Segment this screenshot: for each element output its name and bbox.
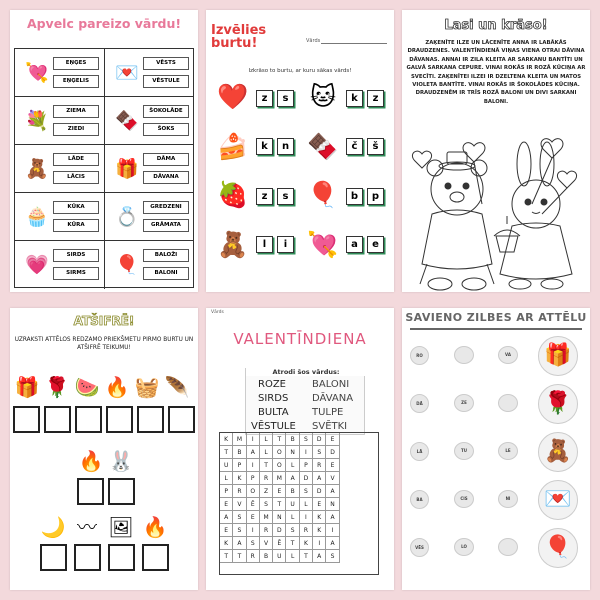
grid-row: [220, 537, 378, 550]
grid-cell[interactable]: T: [220, 446, 233, 459]
heart-balloon-outline: [557, 171, 576, 188]
grid-cell[interactable]: I: [247, 524, 260, 537]
bunny-dress-outline: [500, 223, 572, 279]
grid-row: [220, 550, 378, 563]
grid-cell[interactable]: I: [326, 524, 339, 537]
reading-text: ZAĶENĪTE ILZE UN LĀCENĪTE ANNA IR LABĀKĀS DRAUDZENES. VALENTĪNDIENĀ VIŅAS VIENA OTRAI DĀVINA DĀVANAS. ANNAI IR ZILA KLEITA AR SARKANU BANTĪTI UN GALVĀ SARKANA CEPURE. VINAI ROKĀS IR ROZĀ KŪCIŅA AR SVECĪTI. ZAĶENĪTEI ILZEI IR DZELTENA KLEITA UN MATOS VIOLETA BANTĪTE. VINAI ROKĀS IR ŠOKOLĀDES KŪCIŅA. DRAUDZENĒM IR TRĪS ROZĀ BALONI UN DIVI SARKANI BALONI.: [406, 40, 586, 105]
sheet-title: Izvēlies burtu!: [211, 23, 267, 51]
letter-option[interactable]: l: [256, 236, 273, 253]
grid-row: [15, 145, 193, 193]
grid-cell[interactable]: R: [260, 524, 273, 537]
word-option[interactable]: LĀCIS: [53, 171, 99, 184]
word-option[interactable]: ZIEMA: [53, 105, 99, 118]
letter-option[interactable]: p: [367, 188, 384, 205]
grid-cell[interactable]: E: [273, 485, 286, 498]
name-field[interactable]: [321, 43, 387, 44]
syllable-dot[interactable]: DĀ: [410, 394, 429, 413]
grid-cell[interactable]: O: [273, 459, 286, 472]
grid-cell[interactable]: N: [286, 446, 299, 459]
syllable-dot[interactable]: BA: [410, 490, 429, 509]
answer-box[interactable]: [106, 406, 133, 433]
photo-icon: 🖼: [108, 515, 134, 539]
grid-row: [220, 498, 378, 511]
watermelon-icon: 🍉: [74, 375, 100, 399]
word-option[interactable]: VĒSTULE: [143, 75, 189, 88]
grid-cell[interactable]: T: [273, 433, 286, 446]
grid-cell[interactable]: R: [313, 459, 326, 472]
grid-row: [15, 241, 193, 289]
word-item: BALONI: [312, 379, 350, 390]
sheet-title: ATŠIFRĒ!: [73, 314, 135, 328]
letter-option[interactable]: š: [367, 138, 384, 155]
cake-icon: 🍰: [217, 132, 249, 161]
sheet-title: SAVIENO ZILBES AR ATTĒLU: [405, 311, 587, 324]
grid-cell[interactable]: L: [220, 472, 233, 485]
word-list: [245, 368, 365, 435]
envelope-icon[interactable]: 💌: [538, 480, 578, 520]
answer-box[interactable]: [137, 406, 164, 433]
grid-cell[interactable]: T: [220, 550, 233, 563]
grid-cell[interactable]: O: [247, 485, 260, 498]
word-option[interactable]: EŅĢES: [53, 57, 99, 70]
grid-cell[interactable]: E: [220, 498, 233, 511]
letter-option[interactable]: z: [256, 188, 273, 205]
headdress-icon: 🪶: [164, 375, 190, 399]
answer-box[interactable]: [108, 478, 135, 505]
letter-option[interactable]: s: [277, 90, 294, 107]
grid-cell[interactable]: T: [273, 498, 286, 511]
instruction: UZRAKSTI ATTĒLOS REDZAMO PRIEKŠMETU PIRMO BURTU UN ATŠIFRĒ TEIKUMU!: [14, 337, 194, 351]
worksheet-word-search: [206, 308, 394, 590]
word-option[interactable]: ŠOKS: [143, 123, 189, 136]
grid-cell[interactable]: K: [220, 537, 233, 550]
grid-cell[interactable]: R: [247, 550, 260, 563]
grid-cell[interactable]: L: [260, 433, 273, 446]
worksheet-pick-word: [10, 10, 198, 292]
word-option[interactable]: KŪRA: [53, 219, 99, 232]
letter-option[interactable]: č: [346, 138, 363, 155]
letter-option[interactable]: s: [277, 188, 294, 205]
chocolate-icon: 🍫: [307, 132, 339, 161]
grid-row: [220, 524, 378, 537]
strawberry-icon: 🍓: [217, 180, 249, 209]
name-label: Vārds: [211, 310, 224, 315]
word-item: SVĒTKI: [312, 421, 348, 432]
word-search-grid[interactable]: [219, 432, 379, 575]
heart-balloons-icon: 🎈: [115, 254, 139, 276]
word-option[interactable]: SIRMS: [53, 267, 99, 280]
grid-cell[interactable]: S: [300, 485, 313, 498]
grid-cell[interactable]: S: [260, 498, 273, 511]
grid-cell[interactable]: A: [220, 511, 233, 524]
moon-icon: 🌙: [40, 515, 66, 539]
grid-cell[interactable]: Ē: [273, 537, 286, 550]
instruction: Izkrāso to burtu, ar kuru sākas vārds!: [248, 68, 352, 74]
grid-cell[interactable]: E: [313, 498, 326, 511]
grid-cell[interactable]: E: [326, 459, 339, 472]
mustache-icon: 〰: [77, 515, 97, 539]
grid-cell[interactable]: I: [247, 433, 260, 446]
grid-row: [15, 49, 193, 97]
syllable-heart[interactable]: LE: [498, 442, 518, 460]
bear-head-outline: [431, 163, 483, 215]
grid-cell[interactable]: N: [273, 511, 286, 524]
sheet-title: Apvelc pareizo vārdu!: [26, 16, 182, 31]
teddy-bear-icon: 🧸: [217, 230, 249, 259]
worksheet-match-syllables: [402, 308, 590, 590]
grid-cell[interactable]: M: [273, 472, 286, 485]
grid-cell[interactable]: A: [247, 446, 260, 459]
word-option[interactable]: VĒSTS: [143, 57, 189, 70]
syllable-dot[interactable]: RO: [410, 346, 429, 365]
grid-cell[interactable]: K: [300, 537, 313, 550]
grid-cell[interactable]: I: [313, 537, 326, 550]
grid-cell[interactable]: I: [247, 459, 260, 472]
bunny-head-outline: [512, 180, 560, 228]
word-item: ROZE: [258, 379, 286, 390]
letter-option[interactable]: e: [367, 236, 384, 253]
balloons-icon[interactable]: 🎈: [538, 528, 578, 568]
envelope-heart-icon: 💌: [115, 62, 139, 84]
grid-cell[interactable]: Ē: [247, 498, 260, 511]
word-item: DĀVANA: [312, 393, 354, 404]
word-option[interactable]: KŪKA: [53, 201, 99, 214]
answer-box[interactable]: [74, 544, 101, 571]
chocolate-icon: 🍫: [115, 110, 139, 132]
grid-cell[interactable]: A: [313, 472, 326, 485]
grid-cell[interactable]: E: [326, 433, 339, 446]
grid-cell[interactable]: R: [233, 485, 246, 498]
syllable-heart[interactable]: [454, 346, 474, 364]
grid-cell[interactable]: L: [300, 498, 313, 511]
grid-cell[interactable]: P: [233, 459, 246, 472]
grid-cell[interactable]: D: [300, 472, 313, 485]
grid-row: [15, 193, 193, 241]
letter-option[interactable]: z: [256, 90, 273, 107]
grid-row: [220, 459, 378, 472]
grid-cell[interactable]: T: [233, 550, 246, 563]
grid-row: [220, 485, 378, 498]
grid-row: [220, 511, 378, 524]
syllable-heart[interactable]: VA: [498, 346, 518, 364]
grid-cell[interactable]: I: [300, 511, 313, 524]
grid-cell[interactable]: S: [286, 524, 299, 537]
letter-option[interactable]: b: [346, 188, 363, 205]
grid-cell[interactable]: P: [220, 485, 233, 498]
fire-icon: 🔥: [142, 515, 168, 539]
grid-cell[interactable]: A: [313, 550, 326, 563]
grid-cell[interactable]: A: [286, 472, 299, 485]
word-option[interactable]: ZIEDI: [53, 123, 99, 136]
grid-cell[interactable]: K: [313, 524, 326, 537]
word-option[interactable]: DĀVANA: [143, 171, 189, 184]
bunny-ear-outline: [540, 142, 554, 186]
rings-icon: 💍: [115, 206, 139, 228]
fire-icon: 🔥: [78, 449, 104, 473]
cupid-icon: 💘: [307, 230, 339, 259]
word-option[interactable]: GREDZENI: [143, 201, 189, 214]
syllable-heart[interactable]: CIS: [454, 490, 474, 508]
word-option[interactable]: DĀMA: [143, 153, 189, 166]
answer-box[interactable]: [75, 406, 102, 433]
grid-cell[interactable]: E: [247, 511, 260, 524]
word-option[interactable]: EŅĢELIS: [53, 75, 99, 88]
syllable-heart[interactable]: [498, 538, 518, 556]
grid-cell[interactable]: D: [313, 485, 326, 498]
syllable-dot[interactable]: LĀ: [410, 442, 429, 461]
word-option[interactable]: BALOŽI: [143, 249, 189, 262]
answer-box[interactable]: [40, 544, 67, 571]
grid-row: [220, 433, 378, 446]
gift-icon: 🎁: [115, 158, 139, 180]
grid-row: [220, 472, 378, 485]
letter-option[interactable]: n: [277, 138, 294, 155]
grid-cell[interactable]: V: [326, 472, 339, 485]
word-list-label: Atrodi šos vārdus:: [246, 368, 366, 376]
grid-cell[interactable]: S: [326, 550, 339, 563]
grid-cell[interactable]: P: [247, 472, 260, 485]
grid-cell[interactable]: L: [286, 511, 299, 524]
worksheet-read-and-color: [402, 10, 590, 292]
grid-cell[interactable]: V: [260, 537, 273, 550]
grid-cell[interactable]: B: [260, 550, 273, 563]
grid-cell[interactable]: O: [273, 446, 286, 459]
bunny-ear-outline: [517, 142, 531, 186]
grid-cell[interactable]: K: [313, 511, 326, 524]
letter-option[interactable]: i: [277, 236, 294, 253]
syllable-heart[interactable]: [498, 394, 518, 412]
grid-cell[interactable]: B: [233, 446, 246, 459]
grid-cell[interactable]: Z: [260, 485, 273, 498]
syllable-heart[interactable]: ZE: [454, 394, 474, 412]
coloring-picture[interactable]: [402, 134, 590, 292]
grid-cell[interactable]: M: [233, 433, 246, 446]
word-option[interactable]: SIRDS: [53, 249, 99, 262]
heart-icon: 💗: [25, 254, 49, 276]
syllable-heart[interactable]: LO: [454, 538, 474, 556]
syllable-dot[interactable]: VĒS: [410, 538, 429, 557]
sheet-title: Lasi un krāso!: [444, 18, 548, 33]
grid-cell[interactable]: L: [260, 446, 273, 459]
grid-cell[interactable]: A: [326, 511, 339, 524]
divider: [410, 328, 582, 330]
grid-row: [15, 97, 193, 145]
heart-balloon-outline: [412, 151, 431, 168]
answer-box[interactable]: [142, 544, 169, 571]
syllable-heart[interactable]: NI: [498, 490, 518, 508]
word-option[interactable]: BALONI: [143, 267, 189, 280]
sheet-title: VALENTĪNDIENA: [233, 330, 367, 348]
grid-cell[interactable]: K: [233, 472, 246, 485]
grid-cell[interactable]: T: [260, 459, 273, 472]
letter-option[interactable]: k: [346, 90, 363, 107]
worksheet-choose-letter: [206, 10, 394, 292]
teddy-bear-icon: 🧸: [25, 158, 49, 180]
basket-icon: 🧺: [134, 375, 160, 399]
rose-icon: 🌹: [44, 375, 70, 399]
grid-cell[interactable]: R: [300, 524, 313, 537]
grid-cell[interactable]: V: [233, 498, 246, 511]
grid-cell[interactable]: A: [233, 537, 246, 550]
grid-cell[interactable]: D: [313, 433, 326, 446]
grid-cell[interactable]: U: [286, 498, 299, 511]
letter-option[interactable]: z: [367, 90, 384, 107]
worksheet-decode: [10, 308, 198, 590]
word-item: BULTA: [258, 407, 289, 418]
grid-cell[interactable]: T: [286, 537, 299, 550]
answer-box[interactable]: [13, 406, 40, 433]
grid-cell[interactable]: I: [300, 446, 313, 459]
grid-cell[interactable]: A: [326, 537, 339, 550]
word-item: SIRDS: [258, 393, 289, 404]
cupcake-icon: 🧁: [25, 206, 49, 228]
letter-option[interactable]: k: [256, 138, 273, 155]
word-picture-grid: [14, 48, 194, 288]
letter-option[interactable]: a: [346, 236, 363, 253]
word-option[interactable]: ŠOKOLĀDE: [143, 105, 189, 118]
grid-cell[interactable]: A: [326, 485, 339, 498]
word-item: TULPE: [312, 407, 344, 418]
answer-box[interactable]: [77, 478, 104, 505]
word-option[interactable]: GRĀMATA: [143, 219, 189, 232]
grid-cell[interactable]: S: [313, 446, 326, 459]
word-option[interactable]: LĀDE: [53, 153, 99, 166]
gift-icon[interactable]: 🎁: [538, 336, 578, 376]
grid-cell[interactable]: E: [220, 524, 233, 537]
grid-cell[interactable]: K: [220, 433, 233, 446]
grid-cell[interactable]: S: [233, 511, 246, 524]
grid-cell[interactable]: D: [273, 524, 286, 537]
rose-icon[interactable]: 🌹: [538, 384, 578, 424]
cat-icon: 🐱: [309, 82, 337, 111]
heart-icon: ❤️: [217, 82, 249, 111]
fire-icon: 🔥: [104, 375, 130, 399]
teddy-bear-icon[interactable]: 🧸: [538, 432, 578, 472]
grid-cell[interactable]: P: [300, 459, 313, 472]
grid-cell[interactable]: N: [326, 498, 339, 511]
grid-cell[interactable]: U: [220, 459, 233, 472]
cupid-icon: 💘: [25, 62, 49, 84]
grid-cell[interactable]: S: [247, 537, 260, 550]
grid-cell[interactable]: D: [326, 446, 339, 459]
grid-cell[interactable]: S: [233, 524, 246, 537]
syllable-heart[interactable]: TU: [454, 442, 474, 460]
grid-cell[interactable]: L: [286, 459, 299, 472]
bear-dress-outline: [422, 210, 492, 269]
grid-cell[interactable]: R: [260, 472, 273, 485]
grid-cell[interactable]: L: [286, 550, 299, 563]
grid-cell[interactable]: B: [286, 433, 299, 446]
grid-cell[interactable]: T: [300, 550, 313, 563]
answer-box[interactable]: [108, 544, 135, 571]
answer-box[interactable]: [168, 406, 195, 433]
grid-cell[interactable]: S: [300, 433, 313, 446]
bunny-icon: 🐰: [108, 449, 134, 473]
answer-box[interactable]: [44, 406, 71, 433]
name-label: Vārds: [306, 38, 321, 44]
grid-cell[interactable]: U: [273, 550, 286, 563]
roses-icon: 💐: [25, 110, 49, 132]
grid-cell[interactable]: B: [286, 485, 299, 498]
grid-row: [220, 446, 378, 459]
grid-cell[interactable]: M: [260, 511, 273, 524]
word-item: VĒSTULE: [251, 421, 296, 432]
gift-icon: 🎁: [14, 375, 40, 399]
balloon-icon: 🎈: [307, 180, 339, 209]
